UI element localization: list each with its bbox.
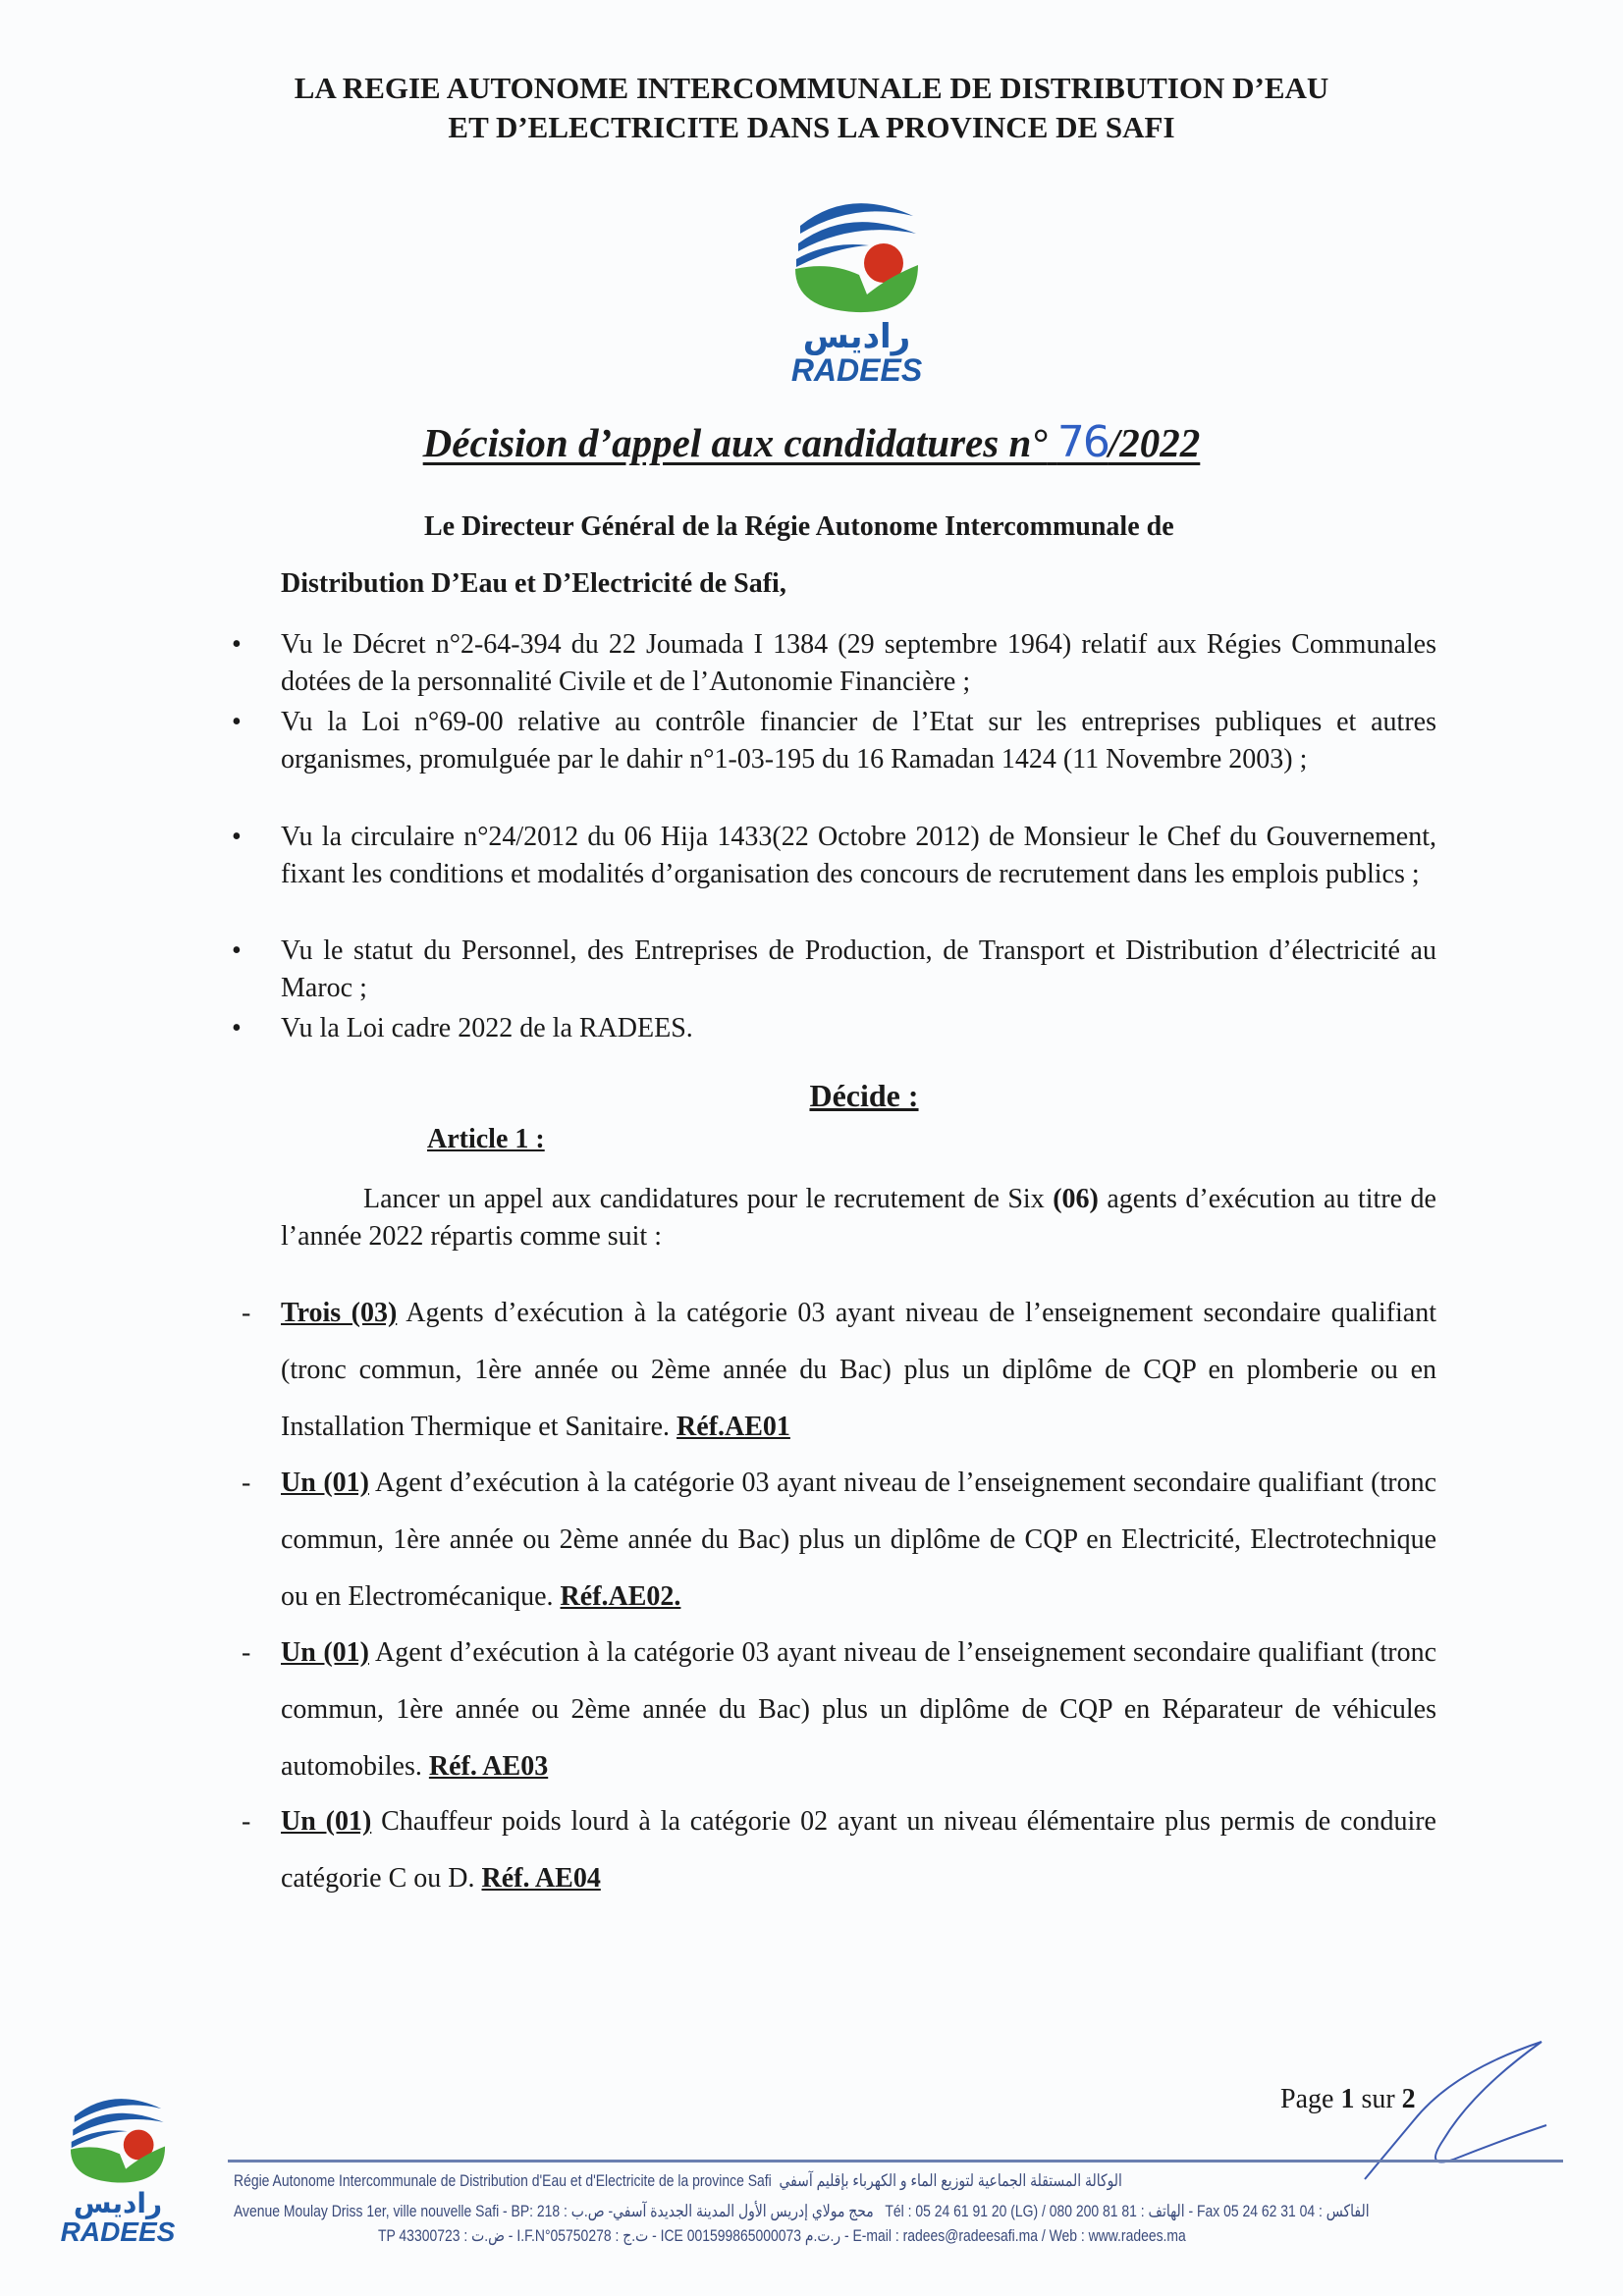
position-item: - Trois (03) Agents d’exécution à la catégorie 03 ayant niveau de l’enseignement secondaire qualifiant (tronc commun, 1ère année ou 2ème année du Bac) plus un diplôme de CQP en plomberie ou en Installation Thermique et Sanitaire. Réf.AE01: [242, 1298, 1436, 1442]
logo-arabic: راديس: [802, 317, 911, 356]
consideration-item: • Vu la Loi n°69-00 relative au contrôle financier de l’Etat sur les entreprises publiques et autres organismes, promulguée par le dahir n°1-03-195 du 16 Ramadan 1424 (11 Novembre 2003) ;: [232, 707, 1436, 774]
intro-line-2: Distribution D’Eau et D’Electricité de Safi,: [281, 568, 786, 599]
footer-logo-latin: RADEES: [60, 2216, 176, 2247]
footer-logo-arabic: راديس: [73, 2187, 163, 2219]
decide-heading: Décide :: [809, 1078, 919, 1113]
article-text: Lancer un appel aux candidatures pour le recrutement de Six (06) agents d’exécution au titre de l’année 2022 répartis comme suit :: [281, 1184, 1436, 1252]
signature-icon: [1355, 2032, 1551, 2189]
footer-line-3: TP 43300723 : ض.ت - I.F.N°05750278 : ت.ج - ICE 001599865000073 ر.ت.م - E-mail : radees@radeesafi.ma / Web : www.radees.ma: [378, 2226, 1186, 2245]
header-line-2: ET D’ELECTRICITE DANS LA PROVINCE DE SAFI: [448, 110, 1175, 144]
page-number: Page 1 sur 2: [1280, 2084, 1416, 2114]
title-suffix: /2022: [1108, 420, 1201, 465]
position-item: - Un (01) Agent d’exécution à la catégorie 03 ayant niveau de l’enseignement secondaire qualifiant (tronc commun, 1ère année ou 2ème année du Bac) plus un diplôme de CQP en Electricité, Electrotechnique ou en Electromécanique. Réf.AE02.: [242, 1468, 1436, 1612]
title-prefix: Décision d’appel aux candidatures n°: [422, 420, 1048, 465]
handwritten-number: 76: [1056, 417, 1109, 467]
radees-logo: [790, 187, 923, 386]
logo-latin: RADEES: [790, 352, 923, 388]
position-item: - Un (01) Chauffeur poids lourd à la catégorie 02 ayant un niveau élémentaire plus permis de conduire catégorie C ou D. Réf. AE04: [242, 1806, 1436, 1894]
intro-line-1: Le Directeur Général de la Régie Autonome Intercommunale de: [424, 511, 1174, 542]
position-item: - Un (01) Agent d’exécution à la catégorie 03 ayant niveau de l’enseignement secondaire qualifiant (tronc commun, 1ère année ou 2ème année du Bac) plus un diplôme de CQP en Réparateur de véhicules automobiles. Réf. AE03: [242, 1637, 1436, 1782]
footer-line-2: Avenue Moulay Driss 1er, ville nouvelle Safi - BP: 218 : محج مولاي إدريس الأول المدينة الجديدة آسفي- ص.ب Tél : 05 24 61 91 20 (LG) / 080 200 81 81 : الهاتف - Fax 05 24 62 31 04 : الفاكس: [234, 2202, 1370, 2220]
document-title: [0, 417, 1623, 467]
radees-emblem-icon: [790, 187, 923, 314]
consideration-item: • Vu la circulaire n°24/2012 du 06 Hija 1433(22 Octobre 2012) de Monsieur le Chef du Gouvernement, fixant les conditions et modalités d’organisation des concours de recrutement dans les emplois publics ;: [232, 822, 1436, 889]
footer-line-1: Régie Autonome Intercommunale de Distribution d'Eau et d'Electricite de la province Safi الوكالة المستقلة الجماعية لتوزيع الماء و الكهرباء بإقليم آسفي: [234, 2171, 1122, 2190]
footer-logo: [54, 2086, 182, 2246]
article-heading: Article 1 :: [427, 1124, 545, 1154]
consideration-item: • Vu le Décret n°2-64-394 du 22 Joumada I 1384 (29 septembre 1964) relatif aux Régies Communales dotées de la personnalité Civile et de l’Autonomie Financière ;: [232, 629, 1436, 697]
header-line-1: LA REGIE AUTONOME INTERCOMMUNALE DE DISTRIBUTION D’EAU: [294, 71, 1329, 105]
consideration-item: • Vu la Loi cadre 2022 de la RADEES.: [232, 1013, 693, 1043]
radees-emblem-icon: [64, 2086, 172, 2184]
consideration-item: • Vu le statut du Personnel, des Entreprises de Production, de Transport et Distribution d’électricité au Maroc ;: [232, 935, 1436, 1003]
footer-divider: [228, 2160, 1563, 2163]
